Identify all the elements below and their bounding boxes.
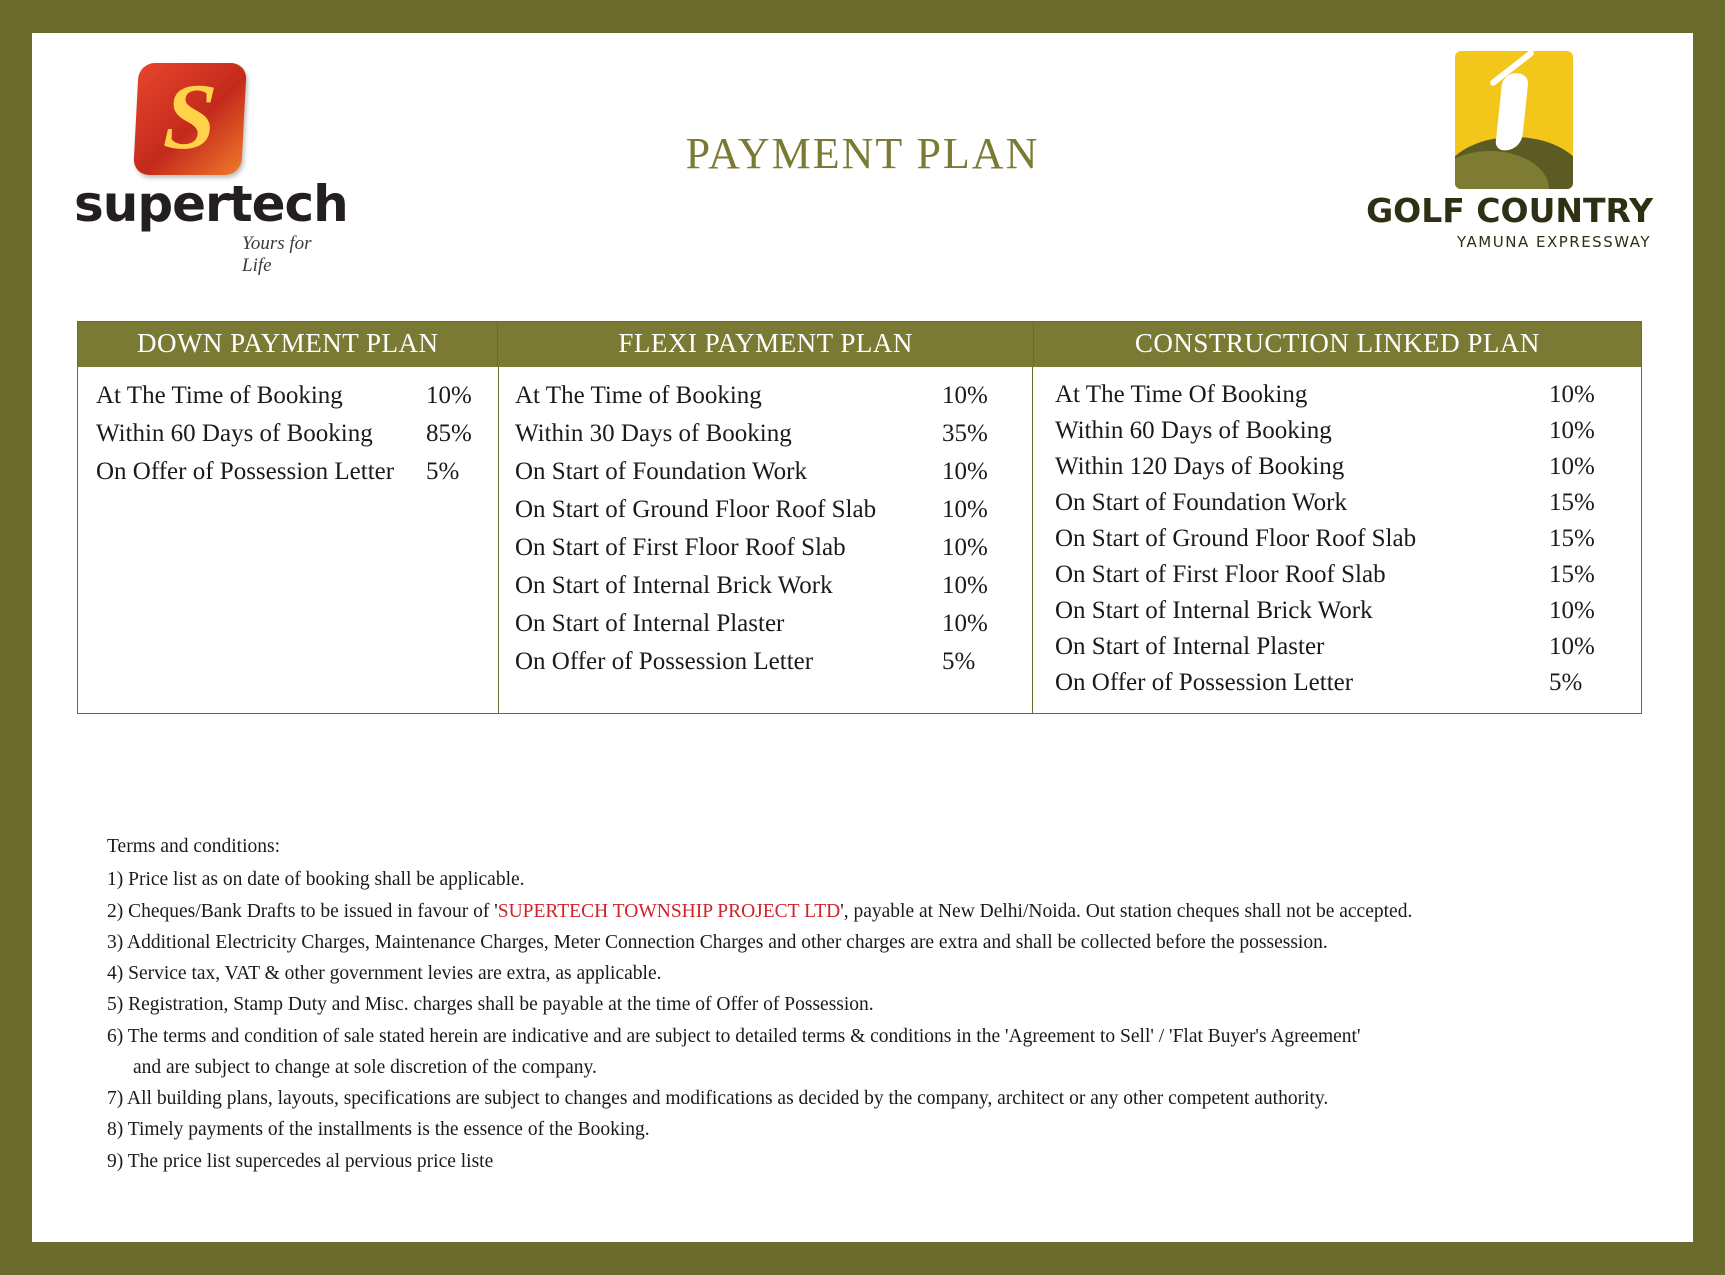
- plan-heading-down-payment: DOWN PAYMENT PLAN: [136, 328, 439, 358]
- milestone-percent: 10%: [1549, 597, 1595, 624]
- milestone-label: Within 60 Days of Booking: [1055, 417, 1332, 444]
- milestone-label: On Start of Internal Plaster: [1055, 633, 1325, 660]
- milestone-label: Within 120 Days of Booking: [1055, 453, 1345, 480]
- milestone-percent: 10%: [1549, 453, 1595, 480]
- terms-item: 4) Service tax, VAT & other government levies are extra, as applicable.: [107, 963, 662, 985]
- plan-row: [499, 453, 1032, 491]
- milestone-percent: 10%: [1549, 633, 1595, 660]
- plan-column-construction-linked: [1033, 367, 1641, 713]
- payment-plans-table: [77, 321, 1642, 714]
- milestone-percent: 10%: [942, 458, 988, 485]
- plan-row: [1033, 557, 1641, 593]
- milestone-percent: 10%: [1549, 381, 1595, 408]
- plan-row: [1033, 629, 1641, 665]
- terms-item: 6) The terms and condition of sale stated herein are indicative and are subject to detailed terms & conditions in the 'Agreement to Sell' / 'Flat Buyer's Agreement': [107, 1025, 1361, 1047]
- milestone-label: On Start of Internal Brick Work: [1055, 597, 1373, 624]
- terms-and-conditions: [107, 833, 1627, 1179]
- golfer-emblem-icon: [1455, 51, 1573, 189]
- plan-row: [1033, 449, 1641, 485]
- terms-item: 5) Registration, Stamp Duty and Misc. charges shall be payable at the time of Offer of Possession.: [107, 994, 874, 1016]
- milestone-label: On Offer of Possession Letter: [1055, 669, 1354, 696]
- milestone-label: On Start of Internal Plaster: [515, 610, 785, 637]
- terms-item: 8) Timely payments of the installments is the essence of the Booking.: [107, 1119, 650, 1141]
- milestone-label: Within 60 Days of Booking: [96, 420, 373, 447]
- milestone-label: At The Time of Booking: [515, 382, 762, 409]
- milestone-label: On Start of Internal Brick Work: [515, 572, 833, 599]
- golf-country-logo: [1363, 51, 1653, 251]
- plan-row: [78, 415, 498, 453]
- milestone-label: On Start of First Floor Roof Slab: [1055, 561, 1386, 588]
- document-header: [32, 33, 1693, 276]
- terms-item-continuation: and are subject to change at sole discretion of the company.: [133, 1056, 597, 1078]
- terms-item: 7) All building plans, layouts, specifications are subject to changes and modifications as decided by the company, architect or any other competent authority.: [107, 1088, 1329, 1110]
- plan-row: [1033, 665, 1641, 701]
- milestone-label: On Start of First Floor Roof Slab: [515, 534, 846, 561]
- document-page: [32, 33, 1693, 1242]
- milestone-percent: 10%: [942, 534, 988, 561]
- terms-item-payee-after: ', payable at New Delhi/Noida. Out station cheques shall not be accepted.: [840, 900, 1413, 922]
- supertech-brand-name: supertech: [74, 175, 348, 233]
- milestone-percent: 10%: [1549, 417, 1595, 444]
- plan-row: [499, 643, 1032, 681]
- supertech-tagline: Yours for Life: [242, 233, 312, 276]
- plan-row: [78, 453, 498, 491]
- milestone-percent: 5%: [426, 458, 460, 485]
- milestone-label: On Start of Ground Floor Roof Slab: [1055, 525, 1417, 552]
- milestone-percent: 85%: [426, 420, 472, 447]
- milestone-percent: 15%: [1549, 561, 1595, 588]
- milestone-label: At The Time of Booking: [96, 382, 343, 409]
- supertech-monogram: S: [161, 65, 219, 170]
- plan-heading-flexi: FLEXI PAYMENT PLAN: [497, 322, 1033, 367]
- terms-item-payee: [107, 898, 1627, 926]
- milestone-label: On Offer of Possession Letter: [96, 458, 395, 485]
- milestone-percent: 15%: [1549, 489, 1595, 516]
- page-title: PAYMENT PLAN: [685, 129, 1040, 178]
- plan-row: [1033, 485, 1641, 521]
- golf-country-subtitle: YAMUNA EXPRESSWAY: [1457, 233, 1651, 251]
- plan-row: [1033, 377, 1641, 413]
- plan-row: [499, 529, 1032, 567]
- terms-item: 3) Additional Electricity Charges, Maintenance Charges, Meter Connection Charges and other charges are extra and shall be collected before the possession.: [107, 931, 1328, 953]
- milestone-percent: 10%: [426, 382, 472, 409]
- milestone-percent: 15%: [1549, 525, 1595, 552]
- payment-plans-body: [78, 367, 1641, 713]
- plan-row: [499, 377, 1032, 415]
- terms-heading: Terms and conditions:: [107, 836, 281, 857]
- milestone-percent: 10%: [942, 382, 988, 409]
- milestone-percent: 10%: [942, 610, 988, 637]
- milestone-percent: 10%: [942, 572, 988, 599]
- milestone-label: On Start of Ground Floor Roof Slab: [515, 496, 877, 523]
- plan-heading-construction-linked: CONSTRUCTION LINKED PLAN: [1134, 328, 1540, 358]
- milestone-percent: 5%: [942, 648, 976, 675]
- milestone-label: On Start of Foundation Work: [1055, 489, 1347, 516]
- terms-item-payee-before: 2) Cheques/Bank Drafts to be issued in favour of ': [107, 900, 498, 922]
- terms-item: 1) Price list as on date of booking shall be applicable.: [107, 869, 525, 891]
- terms-item: 9) The price list supercedes al pervious price liste: [107, 1150, 494, 1172]
- plan-row: [78, 377, 498, 415]
- plan-row: [499, 605, 1032, 643]
- milestone-label: On Start of Foundation Work: [515, 458, 807, 485]
- plan-row: [499, 491, 1032, 529]
- plan-row: [1033, 413, 1641, 449]
- plan-row: [1033, 521, 1641, 557]
- milestone-label: At The Time Of Booking: [1055, 381, 1308, 408]
- milestone-label: On Offer of Possession Letter: [515, 648, 814, 675]
- milestone-percent: 10%: [942, 496, 988, 523]
- milestone-percent: 35%: [942, 420, 988, 447]
- payee-name: SUPERTECH TOWNSHIP PROJECT LTD: [497, 900, 841, 922]
- payment-plans-header-row: [78, 322, 1641, 367]
- milestone-percent: 5%: [1549, 669, 1583, 696]
- milestone-label: Within 30 Days of Booking: [515, 420, 792, 447]
- plan-row: [499, 567, 1032, 605]
- plan-column-down-payment: [78, 367, 498, 713]
- golf-country-name: GOLF COUNTRY: [1366, 191, 1653, 230]
- plan-row: [1033, 593, 1641, 629]
- plan-row: [499, 415, 1032, 453]
- plan-column-flexi: [498, 367, 1033, 713]
